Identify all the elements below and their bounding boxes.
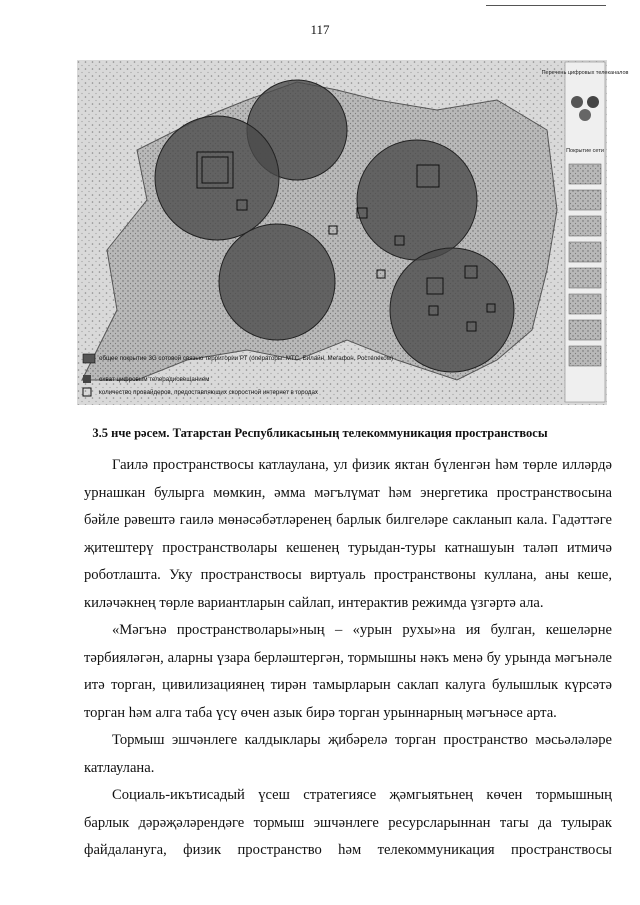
text-line: барлык дәрәҗәләрендәге тормыш эшчәнлеге ресурсларыннан тагы да тулырак bbox=[84, 814, 612, 831]
figure-caption: 3.5 нче рәсем. Татарстан Республикасының телекоммуникация пространствосы bbox=[92, 426, 548, 440]
text-line: тәрбияләгән, аларны үзара берләштергән, тормышны нәкъ менә бу урында мәгънәле bbox=[84, 649, 612, 666]
text-line: Социаль-икътисадый үсеш стратегиясе җәмгыятьнең көчен тормышның bbox=[112, 787, 612, 803]
page-number: 117 bbox=[310, 22, 330, 37]
text-line: Гаилә пространствосы катлаулана, ул физик яктан бүленгән һәм төрле илләрдә bbox=[112, 457, 612, 473]
text-line: итә торган, цивилизациянең тирән тамырларын саклап калуга булышлык күрсәтә bbox=[84, 677, 612, 693]
map-graphic bbox=[77, 60, 629, 405]
legend-item-providers: количество провайдеров, предоставляющих скоростной интернет в городах bbox=[99, 389, 319, 396]
top-rule bbox=[486, 5, 606, 6]
text-line: бәйле рәвештә гаилә мөнәсәбәтләренең барлык билгеләре сакланып кала. Гадәттәге bbox=[84, 512, 612, 528]
text-line: торган һәм алга таба үсү өчен азык бирә торган урыннарның мәгънәсе арта. bbox=[84, 704, 557, 721]
text-line: урнашкан булырга мөмкин, әмма мәгълүмат һәм энергетика пространствосына bbox=[84, 484, 612, 501]
legend-item-3g: общее покрытие 3G сотовой связью территории РТ (операторы: МТС, Билайн, Мегафон, Ростелеком) bbox=[99, 355, 394, 362]
text-line: Тормыш эшчәнлеге калдыклары җибәрелә торган пространство мәсьәләләре bbox=[112, 732, 612, 748]
telecom-map-figure bbox=[77, 60, 629, 405]
legend-item-tv: охват цифровым телерадиовещанием bbox=[99, 376, 210, 383]
paragraph-1 bbox=[84, 452, 612, 617]
paragraph-3 bbox=[84, 727, 612, 782]
text-line: файдалануга, физик пространство һәм телекоммуникация пространствосы bbox=[84, 842, 612, 858]
text-line: катлаулана. bbox=[84, 759, 155, 776]
paragraph-2 bbox=[84, 617, 612, 727]
side-label-coverage: Покрытие сети bbox=[566, 148, 604, 154]
text-line: роботлашта. Уку пространствосы виртуаль пространствоны куллана, аны кеше, bbox=[84, 567, 612, 583]
paragraph-4 bbox=[84, 782, 612, 865]
text-line: киләчәкнең төрле вариантларын сайлап, интерактив режимда үзгәртә ала. bbox=[84, 594, 544, 611]
side-label-channels: Перечень цифровых телеканалов bbox=[541, 70, 629, 76]
text-line: җитештерү пространстволары кешенең турыдан-туры катнашуын таләп итмичә bbox=[84, 539, 612, 556]
text-line: «Мәгънә пространстволары»ның – «урын рухы»на ия булган, кешеләрне bbox=[112, 622, 612, 638]
